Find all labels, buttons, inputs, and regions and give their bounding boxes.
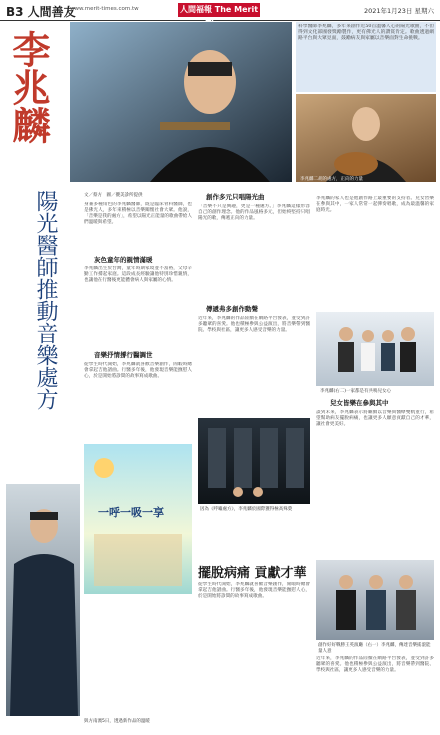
- body-paragraph-2: 李兆麟出生於台灣，童年時期家境並不富裕，父母辛勤工作撐起家庭。這段成長經驗讓他特別珍惜親情，也讓他在行醫後更能體會病人與家屬的心情。: [84, 266, 192, 283]
- site-url[interactable]: www.merit-times.com.tw: [70, 6, 139, 12]
- body-paragraph-3: 從學生時代開始，李兆麟就喜歡音樂創作，閒暇時總會拿起吉他譜曲。行醫多年後，他發現音樂能撫慰人心，於是開始將診間的故事寫成歌曲。: [84, 362, 192, 379]
- headline-name: 李兆麟: [6, 30, 50, 144]
- page-header: [0, 0, 440, 21]
- caption-award: 因為《呼嘯處方》，李兆麟於國際獲得極高殊榮: [200, 507, 293, 512]
- stage-photo: [316, 560, 434, 640]
- portrait-illustration: [70, 22, 292, 182]
- subhead-1: 灰色童年的親情滿暖: [94, 256, 153, 264]
- family-photo: [316, 312, 434, 386]
- intro-text: 科學醫師李兆麟，多年來創作近50首溫馨人心的陽光歌曲，不但得到文化部國發獎勵製作，更有佛光人的讚賞肯定。歌曲透過網路平台與大眾見面，鼓勵病友與家屬以音樂面對生命挑戰。: [298, 24, 434, 41]
- section-label: B3 人間善友: [6, 5, 76, 19]
- body-paragraph-4: 「音樂不只是興趣，更是一種處方。」李兆麟這樣形容自己的創作理念。他的作品風格多元，但始終堅持只唱陽光的歌，傳遞正向的力量。: [198, 204, 310, 221]
- portrait-photo: [70, 22, 292, 182]
- jacket-portrait: [6, 484, 80, 716]
- caption-stage: 創作好好戰勝王英演廳（右一）李兆麟，傳達音樂搖滾能量人意: [318, 643, 431, 654]
- body-paragraph-6: 李兆麟的家人也是他創作路上最重要的支持者。兒女皆樂在參與其中，一家人常常一起彈奏唱歌，成為最溫馨的家庭時光。: [316, 196, 434, 213]
- body-paragraph-7: 談到未來，李兆麟表示將繼續以音樂與醫療雙軌並行，希望幫助病友擺脫病痛，也讓更多人願意貢獻自己的才華，讓社會更美好。: [316, 410, 434, 427]
- byline: 文／蔡方 圖／優美診所提供: [84, 193, 143, 198]
- body-paragraph-1: 身兼多種角色的李兆麟醫師，既是臨床骨科醫師，也是佛光人，多年來積極以音樂關懷社會大眾。他說，「音樂是我的處方」，希望以陽光正能量的歌曲帶給人們溫暖與希望。: [84, 202, 192, 225]
- subhead-3: 傳遞弗多創作動聲: [206, 305, 258, 313]
- award-photo: [198, 418, 310, 504]
- issue-date: 2021年1月23日 星期六: [363, 7, 434, 15]
- newspaper-logo: 人間福報 The Merit: [178, 3, 260, 17]
- body-paragraph-bottom-right: 近年來，李兆麟的作品陸續在網路平台發表，並受到許多聽眾的喜愛。他也積極參與公益演出，將音樂帶到醫院、學校與社區，讓更多人感受音樂的力量。: [316, 656, 434, 673]
- subhead-6: 擺脫病痛 貢獻才華: [198, 566, 307, 581]
- caption-portrait: 與方南澳5日，透過新作品的溫暖: [84, 719, 150, 724]
- album-title: 一呼一吸一享: [98, 506, 164, 519]
- caption-guitar: 李兆麟二胡的處方，正向的力量: [300, 177, 363, 182]
- body-paragraph-bottom: 從學生時代開始，李兆麟就喜歡音樂創作，閒暇時總會拿起吉他譜曲。行醫多年後，他發現音樂能撫慰人心，於是開始將診間的故事寫成歌曲。: [198, 582, 310, 599]
- subhead-2: 創作多元只唱陽光曲: [206, 193, 265, 201]
- intro-box: [296, 22, 436, 92]
- body-paragraph-5: 近年來，李兆麟的作品陸續在網路平台發表，並受到許多聽眾的喜愛。他也積極參與公益演出，將音樂帶到醫院、學校與社區，讓更多人感受音樂的力量。: [198, 316, 310, 333]
- guitar-photo: [296, 94, 436, 182]
- caption-family: 李兆麟(右二)一家都是有共鳴兒女心: [320, 389, 392, 394]
- headline-title: 陽光醫師推動音樂處方: [33, 190, 58, 410]
- album-cover: [84, 444, 192, 594]
- subhead-5: 兒女皆樂在參與其中: [330, 399, 389, 407]
- subhead-4: 音樂抒情撐行醫調世: [94, 351, 153, 359]
